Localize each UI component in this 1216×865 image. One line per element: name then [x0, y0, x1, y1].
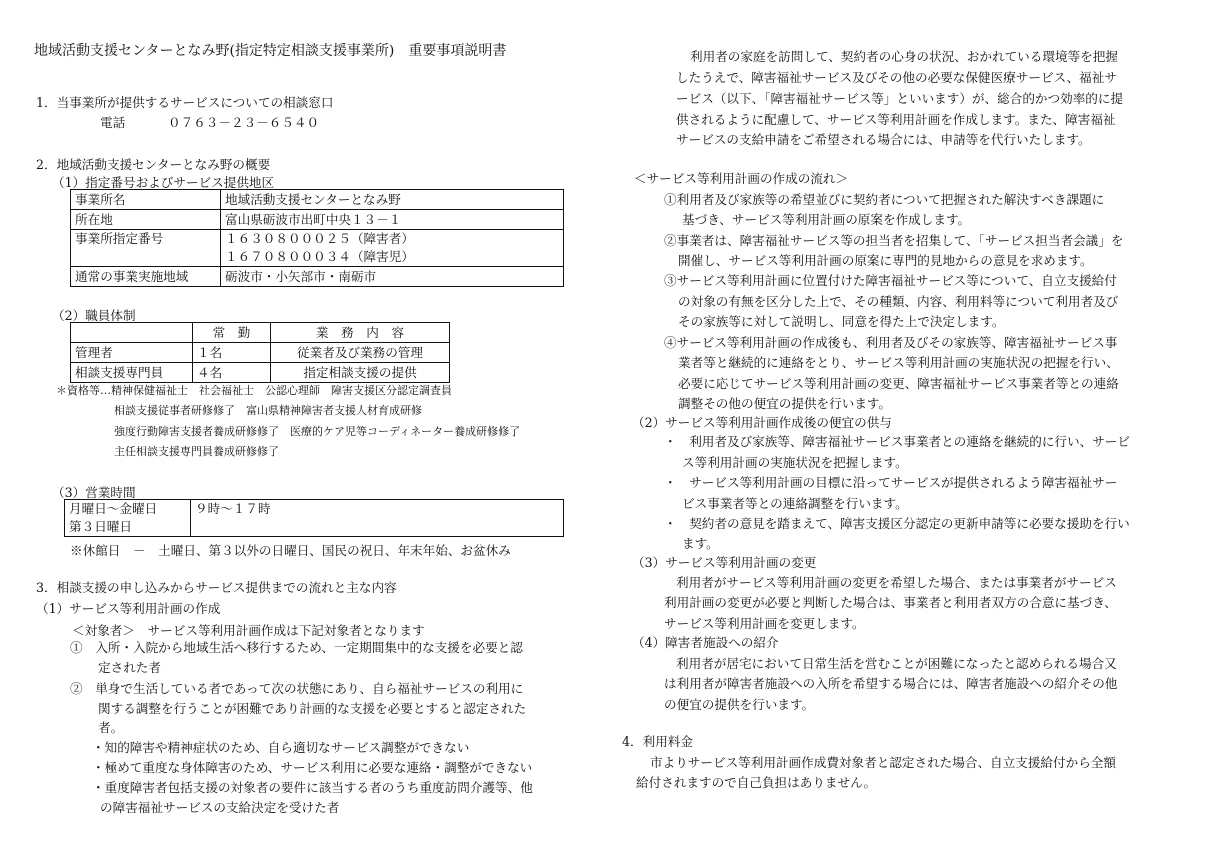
- flow-line: 基づき、サービス等利用計画の原案を作成します。: [682, 212, 971, 227]
- target-item-line: 関する調整を行うことが困難であり計画的な支援を必要とすると認定された: [98, 701, 527, 716]
- sub3-line: サービス等利用計画を変更します。: [664, 616, 865, 631]
- target-item-line: ・重度障害者包括支援の対象者の要件に該当する者のうち重度訪問介護等、他: [92, 780, 533, 795]
- role-cell: 相談支援専門員: [71, 363, 193, 383]
- flow-line: 必要に応じてサービス等利用計画の変更、障害福祉サービス事業者等との連絡: [678, 376, 1119, 391]
- section-2-sub1: （1）指定番号およびサービス提供地区: [52, 175, 275, 190]
- section-4-heading: 4．利用料金: [622, 734, 693, 749]
- target-item-line: 者。: [98, 720, 124, 735]
- flow-heading: ＜サービス等利用計画の作成の流れ＞: [634, 171, 849, 186]
- flow-line: 開催し、サービス等利用計画の原案に専門的見地からの意見を求めます。: [678, 253, 1093, 268]
- intro-line: ービス（以下、「障害福祉サービス等」といいます）が、総合的かつ効率的に提: [676, 91, 1124, 106]
- sub2-line: ・ 契約者の意見を踏まえて、障害支援区分認定の更新申請等に必要な援助を行い: [664, 516, 1130, 531]
- row-value: 地域活動支援センターとなみ野: [221, 190, 564, 210]
- header-cell: 業 務 内 容: [271, 323, 450, 343]
- table-row: [71, 210, 564, 230]
- sub4-line: 利用者が居宅において日常生活を営むことが困難になったと認められる場合又: [676, 656, 1117, 671]
- table-row: [71, 363, 450, 383]
- sub2-line: ビス事業者等との連絡調整を行います。: [682, 496, 908, 511]
- table-row: [71, 230, 564, 267]
- fee-line: 給付されますので自己負担はありません。: [636, 775, 877, 790]
- section-2-heading: 2．地域活動支援センターとなみ野の概要: [36, 157, 271, 172]
- table-header-row: [71, 323, 450, 343]
- third-sunday: 第３日曜日: [69, 519, 132, 534]
- row-label: 所在地: [71, 210, 221, 230]
- days-cell: [65, 500, 191, 537]
- intro-line: したうえで、障害福祉サービス及びその他の必要な保健医療サービス、福祉サ: [676, 70, 1117, 85]
- staff-table: [70, 322, 450, 383]
- target-item-line: ② 単身で生活している者であって次の状態にあり、自ら福祉サービスの利用に: [70, 681, 524, 696]
- flow-line: ④サービス等利用計画の作成後も、利用者及びその家族等、障害福祉サービス事: [664, 335, 1118, 350]
- table-row: [71, 343, 450, 363]
- qualification-line: 主任相談支援専門員養成研修修了: [114, 445, 279, 458]
- flow-line: ①利用者及び家族等の希望並びに契約者について把握された解決すべき課題に: [664, 192, 1105, 207]
- qualification-line: 強度行動障害支援者養成研修修了 医療的ケア児等コーディネーター養成研修修了: [114, 425, 521, 438]
- document-title: 地域活動支援センターとなみ野(指定特定相談支援事業所) 重要事項説明書: [34, 43, 507, 59]
- sub2-line: ます。: [682, 536, 719, 551]
- section-3-heading: 3．相談支援の申し込みからサービス提供までの流れと主な内容: [36, 580, 397, 595]
- target-item-line: ① 入所・入院から地域生活へ移行するため、一定期間集中的な支援を必要と認: [70, 640, 523, 655]
- sub4-line: は利用者が障害者施設への入所を希望する場合には、障害者施設への紹介その他: [664, 676, 1118, 691]
- office-info-table: [70, 189, 564, 287]
- flow-line: 業者等と継続的に連絡をとり、サービス等利用計画の実施状況の把握を行い、: [678, 355, 1119, 370]
- row-value: 富山県砺波市出町中央１３－１: [221, 210, 564, 230]
- table-row: [71, 190, 564, 210]
- flow-line: ③サービス等利用計画に位置付けた障害福祉サービス等について、自立支援給付: [664, 273, 1117, 288]
- right-sub4-heading: （4）障害者施設への紹介: [632, 635, 779, 650]
- row-label: 事業所指定番号: [71, 230, 221, 267]
- row-label: 事業所名: [71, 190, 221, 210]
- role-cell: 管理者: [71, 343, 193, 363]
- header-cell: [71, 323, 193, 343]
- row-label: 通常の事業実施地域: [71, 267, 221, 287]
- office-number-child: １６７０８０００３４（障害児）: [225, 249, 414, 264]
- right-sub3-heading: （3）サービス等利用計画の変更: [632, 555, 817, 570]
- phone-label: 電話: [100, 115, 126, 130]
- sub2-line: ・ 利用者及び家族等、障害福祉サービス事業者との連絡を継続的に行い、サービ: [664, 434, 1130, 449]
- section-2-sub2: （2）職員体制: [52, 308, 136, 323]
- count-cell: ４名: [193, 363, 271, 383]
- fee-line: 市よりサービス等利用計画作成費対象者と認定された場合、自立支援給付から全額: [650, 755, 1116, 770]
- phone-number: ０７６３－２３－６５４０: [168, 115, 320, 130]
- sub3-line: 利用者がサービス等利用計画の変更を希望した場合、または事業者がサービス: [676, 575, 1117, 590]
- qualification-line: 相談支援従事者研修修了 富山県精神障害者支援人材育成研修: [114, 404, 422, 417]
- time-cell: ９時～１７時: [191, 500, 564, 537]
- sub3-line: 利用計画の変更が必要と判断した場合は、事業者と利用者双方の合意に基づき、: [664, 595, 1117, 610]
- sub2-line: ・ サービス等利用計画の目標に沿ってサービスが提供されるよう障害福祉サー: [664, 475, 1118, 490]
- target-item-line: ・極めて重度な身体障害のため、サービス利用に必要な連絡・調整ができない: [92, 760, 533, 775]
- duty-cell: 指定相談支援の提供: [271, 363, 450, 383]
- count-cell: １名: [193, 343, 271, 363]
- section-2-sub3: （3）営業時間: [52, 485, 136, 500]
- table-row: [71, 267, 564, 287]
- table-row: [65, 500, 564, 537]
- flow-line: ②事業者は、障害福祉サービス等の担当者を招集して、「サービス担当者会議」を: [664, 233, 1124, 248]
- target-heading: ＜対象者＞ サービス等利用計画作成は下記対象者となります: [72, 623, 425, 638]
- section-3-sub1: （1）サービス等利用計画の作成: [36, 601, 221, 616]
- row-value: 砺波市・小矢部市・南砺市: [221, 267, 564, 287]
- closed-days-note: ※休館日 － 土曜日、第３以外の日曜日、国民の祝日、年末年始、お盆休み: [70, 543, 511, 558]
- flow-line: その家族等に対して説明し、同意を得た上で決定します。: [678, 314, 1005, 329]
- sub2-line: ス等利用計画の実施状況を把握します。: [682, 455, 908, 470]
- right-sub2-heading: （2）サービス等利用計画作成後の便宜の供与: [632, 415, 892, 430]
- hours-table: [64, 499, 564, 537]
- header-cell: 常 勤: [193, 323, 271, 343]
- flow-line: の対象の有無を区分した上で、その種類、内容、利用料等について利用者及び: [678, 294, 1119, 309]
- intro-line: 供されるように配慮して、サービス等利用計画を作成します。また、障害福祉: [676, 112, 1116, 127]
- qualification-line: ＊資格等…精神保健福祉士 社会福祉士 公認心理師 障害支援区分認定調査員: [56, 384, 452, 397]
- target-item-line: ・知的障害や精神症状のため、自ら適切なサービス調整ができない: [92, 740, 470, 755]
- target-item-line: 定された者: [98, 660, 161, 675]
- intro-line: サービスの支給申請をご希望される場合には、申請等を代行いたします。: [676, 132, 1091, 147]
- duty-cell: 従業者及び業務の管理: [271, 343, 450, 363]
- intro-line: 利用者の家庭を訪問して、契約者の心身の状況、おかれている環境等を把握: [690, 49, 1118, 64]
- weekday-range: 月曜日～金曜日: [69, 501, 158, 516]
- sub4-line: の便宜の提供を行います。: [664, 697, 815, 712]
- row-value: [221, 230, 564, 267]
- office-number-adult: １６３０８０００２５（障害者）: [225, 231, 414, 246]
- flow-line: 調整その他の便宜の提供を行います。: [678, 396, 892, 411]
- section-1-heading: 1．当事業所が提供するサービスについての相談窓口: [36, 95, 334, 110]
- target-item-line: の障害福祉サービスの支給決定を受けた者: [100, 800, 340, 815]
